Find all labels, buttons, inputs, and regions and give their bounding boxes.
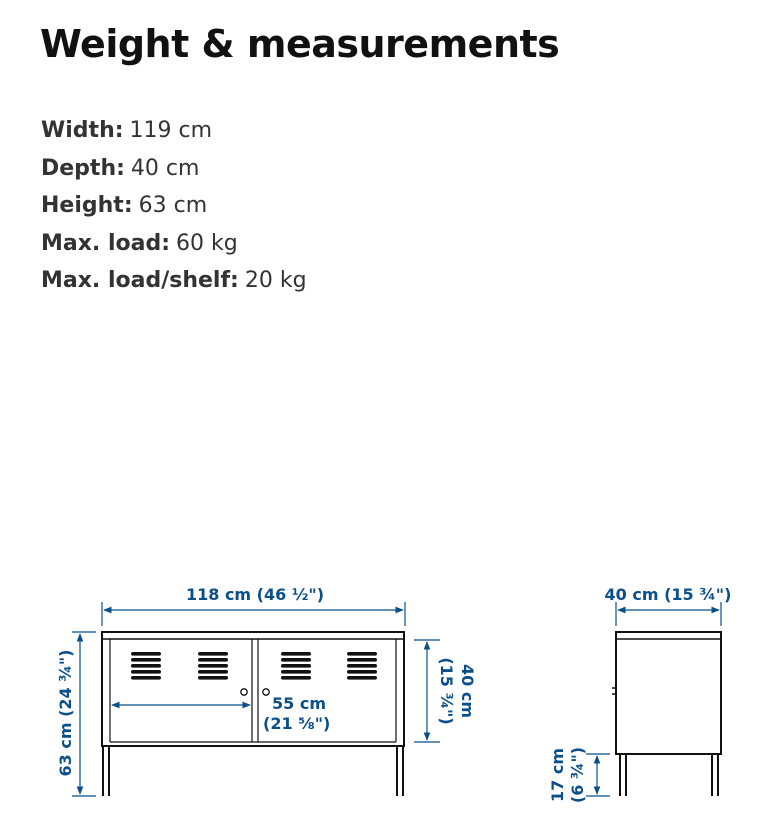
leg-height-cm-label: 17 cm xyxy=(548,748,567,802)
spec-label: Max. load : xyxy=(41,231,170,256)
spec-label: Height : xyxy=(41,193,133,218)
spec-value: 20 kg xyxy=(244,268,307,293)
interior-height-in-label: (15 ¾") xyxy=(437,657,456,725)
spec-depth xyxy=(41,150,307,188)
spec-label: Max. load/shelf : xyxy=(41,268,239,293)
spec-height xyxy=(41,187,307,225)
spec-label: Depth : xyxy=(41,156,125,181)
spec-value: 119 cm xyxy=(129,118,213,143)
spec-width xyxy=(41,112,307,150)
dimension-diagram xyxy=(0,560,768,819)
leg-height-in-label: (6 ¾") xyxy=(568,746,587,804)
spec-value: 63 cm xyxy=(138,193,208,218)
side-view-cabinet xyxy=(612,632,721,796)
side-depth-label: 40 cm (15 ¾") xyxy=(604,585,732,604)
spec-max-load-shelf xyxy=(41,262,307,300)
interior-width-in-label: (21 ⅝") xyxy=(263,714,331,733)
interior-height-cm-label: 40 cm xyxy=(458,664,477,718)
interior-width-cm-label: 55 cm xyxy=(272,694,326,713)
spec-value: 60 kg xyxy=(176,230,238,256)
page-title: Weight & measurements xyxy=(40,22,560,66)
spec-max-load xyxy=(41,225,307,263)
front-width-label: 118 cm (46 ½") xyxy=(185,585,325,604)
specs-list xyxy=(41,112,307,300)
spec-label: Width : xyxy=(41,118,124,143)
ventilation-slots xyxy=(131,652,377,680)
front-height-label: 63 cm (24 ¾") xyxy=(56,649,75,777)
spec-value: 40 cm xyxy=(130,155,200,181)
front-view-cabinet xyxy=(102,632,404,796)
